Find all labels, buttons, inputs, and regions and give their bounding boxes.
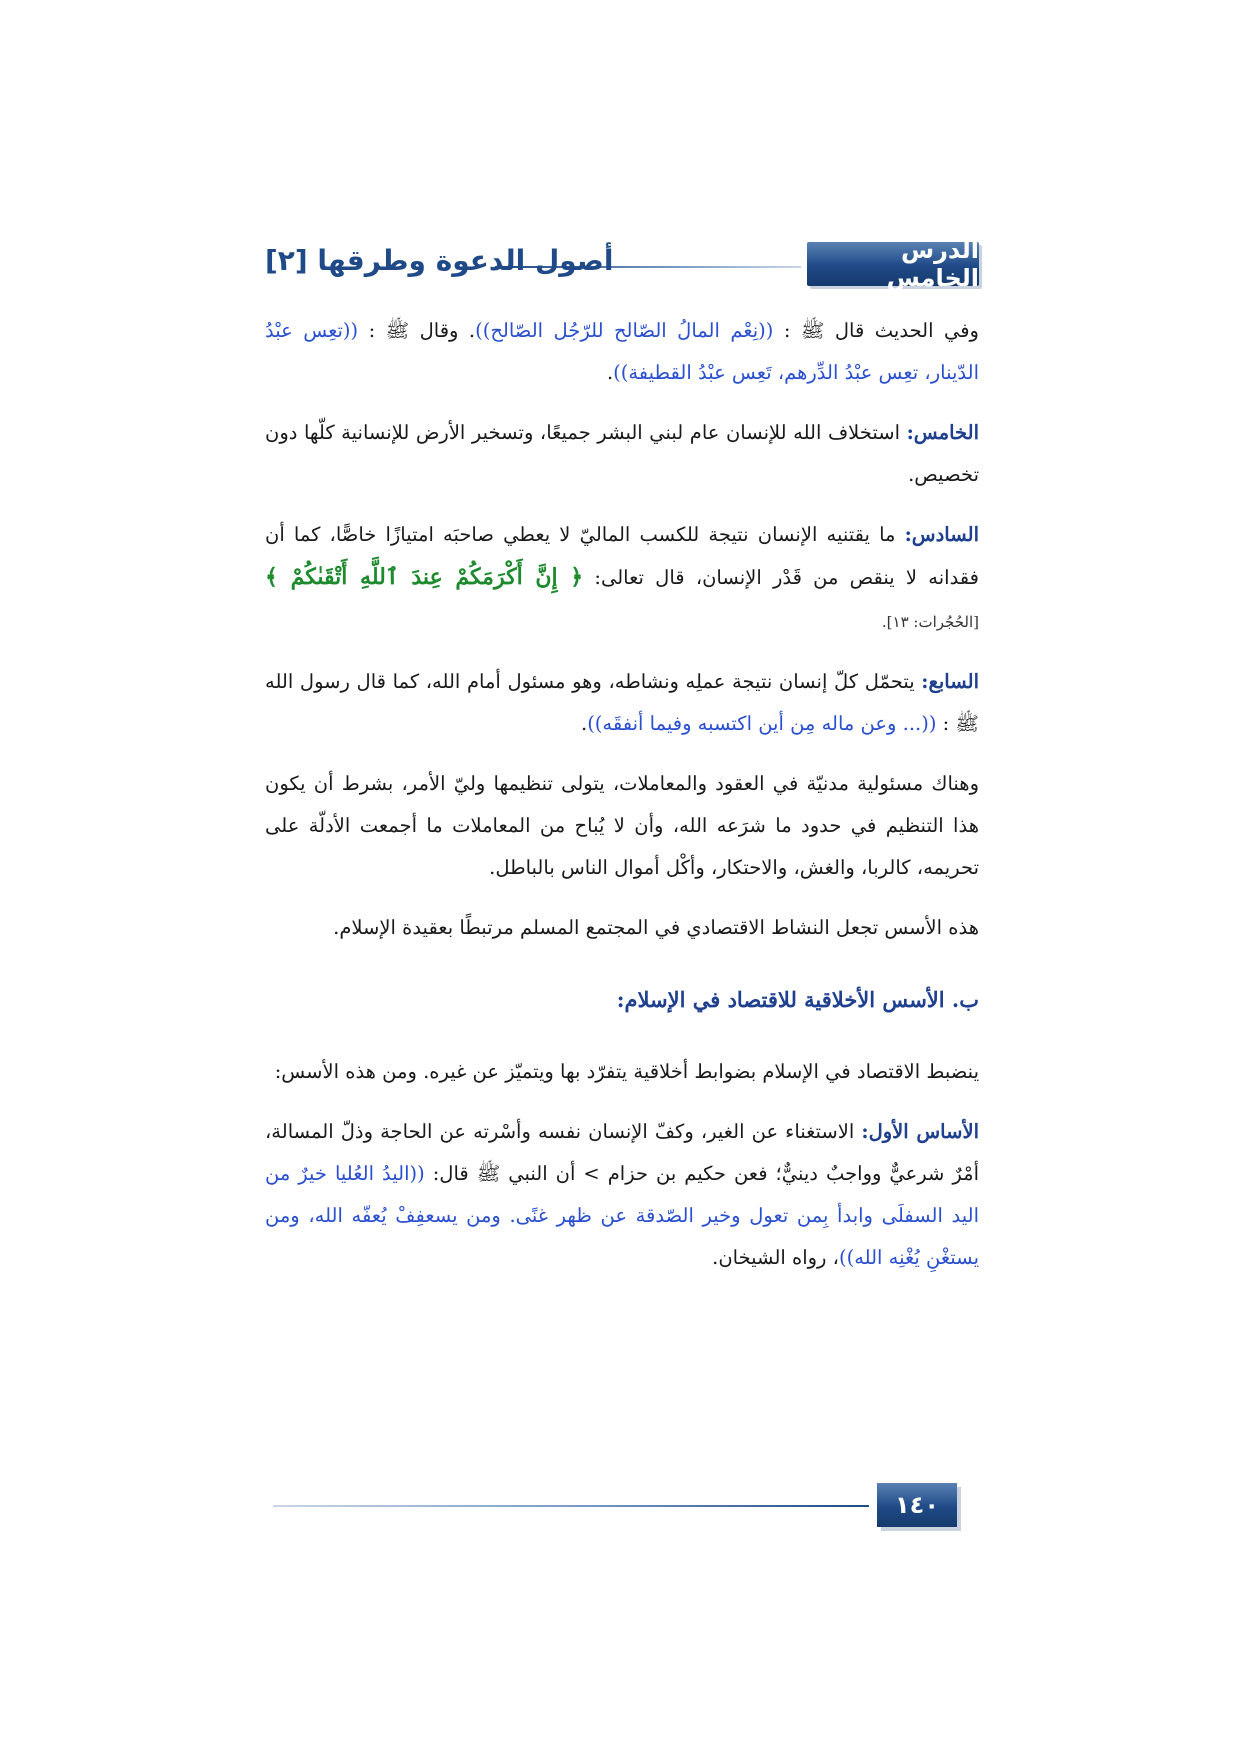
- paragraph-sixth: [265, 514, 979, 643]
- text: . وقال ﷺ :: [358, 319, 476, 342]
- page-body: [265, 310, 979, 1297]
- text: ما يقتنيه الإنسان نتيجة للكسب الماليّ لا يعطي صاحبَه امتيازًا خاصًّا، كما أن فقدانه لا ينقص من قَدْر الإنسان، قال تعالى:: [265, 523, 979, 589]
- quran-verse: ﴿ إِنَّ أَكْرَمَكُمْ عِندَ ٱللَّهِ أَتْقَىٰكُمْ ﴾: [265, 564, 584, 590]
- paragraph-civil-responsibility: وهناك مسئولية مدنيّة في العقود والمعاملات، يتولى تنظيمها وليّ الأمر، بشرط أن يكون هذا التنظيم في حدود ما شرَعه الله، وأن لا يُباح من المعاملات ما أجمعت الأدلّة على تحريمه، كالربا، والغش، والاحتكار، وأكْل أموال الناس بالباطل.: [265, 772, 979, 879]
- lesson-badge: الدرس الخامس: [807, 242, 979, 286]
- text: الاستغناء عن الغير، وكفّ الإنسان نفسه وأسْرته عن الحاجة وذلّ المسالة، أمْرٌ شرعيٌّ وواجبٌ دينيٌّ؛ فعن حكيم بن حزام > أن النبي ﷺ قال:: [265, 1120, 980, 1185]
- text: استخلاف الله للإنسان عام لبني البشر جميعًا، وتسخير الأرض للإنسانية كلّها دون تخصيص.: [265, 421, 979, 486]
- point-label: السادس:: [904, 523, 979, 546]
- text: ، رواه الشيخان.: [712, 1246, 839, 1269]
- footer-divider: [273, 1505, 869, 1507]
- text: .: [581, 712, 588, 735]
- paragraph-fifth: [265, 412, 979, 496]
- page-number: ١٤٠: [877, 1483, 957, 1527]
- paragraph-first-principle: [265, 1111, 979, 1279]
- verse-reference: [الحُجُرات: ١٣].: [881, 613, 979, 631]
- text: .: [606, 361, 614, 384]
- page-footer: [265, 1483, 979, 1531]
- text: يتحمّل كلّ إنسان نتيجة عملِه ونشاطه، وهو مسئول أمام الله، كما قال رسول الله ﷺ :: [265, 670, 979, 735]
- hadith-quote: ((نِعْم المالُ الصّالح للرّجُل الصّالح)): [475, 319, 774, 342]
- hadith-quote: ((... وعن ماله مِن أين اكتسبه وفيما أنفقَه)): [587, 712, 937, 735]
- paragraph-intro: ينضبط الاقتصاد في الإسلام بضوابط أخلاقية يتفرّد بها ويتميّز عن غيره. ومن هذه الأسس:: [274, 1060, 979, 1083]
- paragraph-seventh: [265, 661, 979, 745]
- paragraph-summary: هذه الأسس تجعل النشاط الاقتصادي في المجتمع المسلم مرتبطًا بعقيدة الإسلام.: [333, 916, 979, 939]
- section-heading: ب. الأسس الأخلاقية للاقتصاد في الإسلام:: [616, 987, 979, 1012]
- hadith-quote: ((اليدُ العُليا خيرٌ من اليد السفلَى وابدأ بِمن تعول وخير الصّدقة عن ظهر غنًى. ومن يسعفِفْ يُعفّه الله، ومن يستغْنِ يُغْنِه الله)): [265, 1162, 979, 1269]
- page-header: [265, 236, 979, 292]
- book-title: أصول الدعوة وطرقها [٢]: [265, 244, 614, 277]
- point-label: الأساس الأول:: [861, 1120, 979, 1143]
- paragraph-hadith: [265, 310, 979, 394]
- hadith-quote: ((تعِس عبْدُ الدّينار، تعِس عبْدُ الدِّرهم، تَعِس عبْدُ القطيفة)): [265, 319, 979, 384]
- point-label: الخامس:: [906, 421, 979, 444]
- text: وفي الحديث قال ﷺ :: [773, 319, 979, 342]
- point-label: السابع:: [921, 670, 979, 693]
